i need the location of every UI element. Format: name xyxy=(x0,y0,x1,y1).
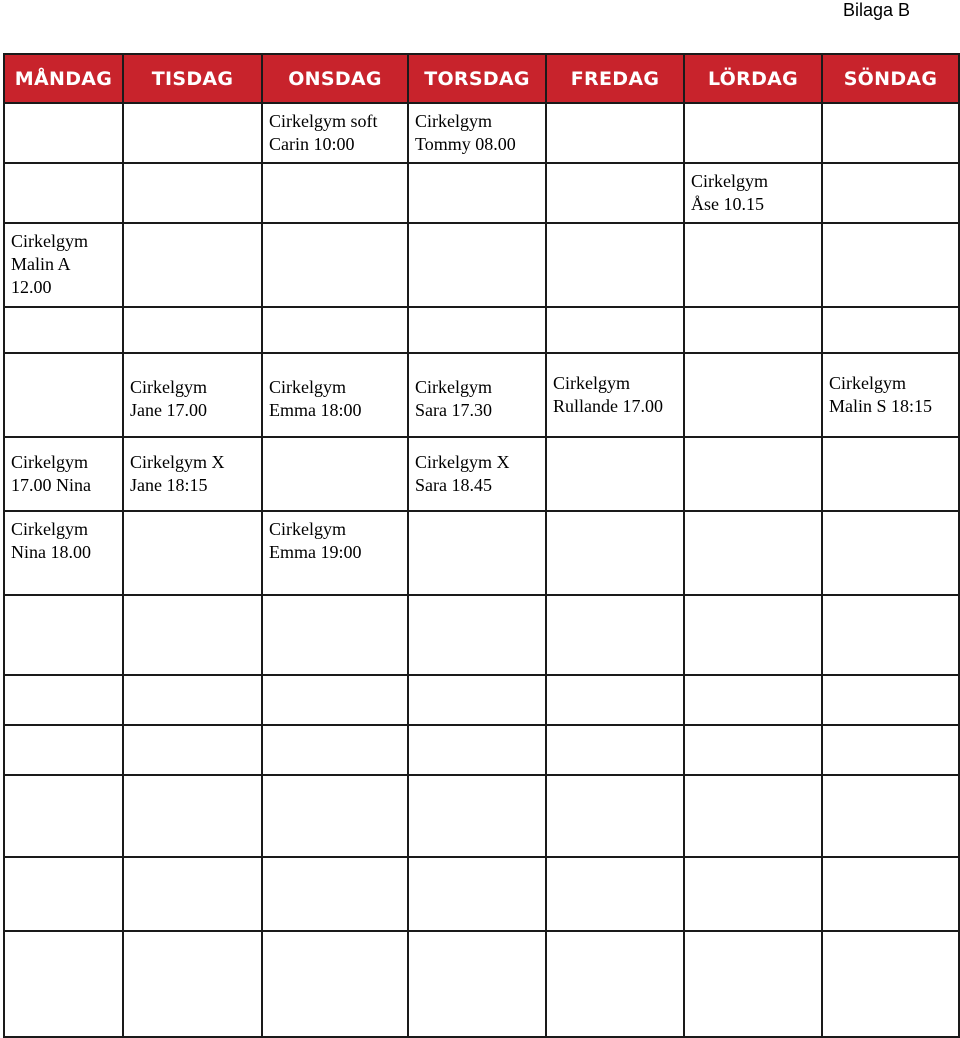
empty-cell xyxy=(262,857,408,931)
empty-cell xyxy=(684,307,822,353)
class-entry-line: Cirkelgym xyxy=(691,171,768,191)
class-entry-line: Sara 18.45 xyxy=(415,475,492,495)
class-entry-line: Åse 10.15 xyxy=(691,194,764,214)
schedule-row xyxy=(4,103,959,163)
empty-cell xyxy=(684,775,822,857)
class-entry-line: Cirkelgym xyxy=(269,519,346,539)
empty-cell xyxy=(546,223,684,307)
empty-cell xyxy=(822,595,959,675)
empty-cell xyxy=(262,163,408,223)
empty-cell xyxy=(684,511,822,595)
day-header-friday: FREDAG xyxy=(546,54,684,103)
empty-cell xyxy=(262,775,408,857)
empty-cell xyxy=(262,931,408,1037)
empty-cell xyxy=(123,511,262,595)
empty-cell xyxy=(123,675,262,725)
class-entry-line: Jane 18:15 xyxy=(130,475,208,495)
empty-cell xyxy=(4,725,123,775)
class-entry-thursday xyxy=(408,103,546,163)
class-entry-line: Cirkelgym xyxy=(553,373,630,393)
schedule-row xyxy=(4,775,959,857)
day-header-tuesday: TISDAG xyxy=(123,54,262,103)
empty-cell xyxy=(546,675,684,725)
class-entry-line: 12.00 xyxy=(11,277,52,297)
schedule-row xyxy=(4,675,959,725)
class-entry-tuesday xyxy=(123,353,262,437)
empty-cell xyxy=(4,103,123,163)
class-entry-line: Malin S 18:15 xyxy=(829,396,933,416)
empty-cell xyxy=(408,675,546,725)
day-header-wednesday: ONSDAG xyxy=(262,54,408,103)
empty-cell xyxy=(408,775,546,857)
empty-cell xyxy=(822,163,959,223)
empty-cell xyxy=(546,857,684,931)
day-header-thursday: TORSDAG xyxy=(408,54,546,103)
class-entry-line: Sara 17.30 xyxy=(415,400,492,420)
empty-cell xyxy=(546,775,684,857)
class-entry-line: Cirkelgym xyxy=(11,452,88,472)
empty-cell xyxy=(822,437,959,511)
empty-cell xyxy=(408,595,546,675)
empty-cell xyxy=(822,103,959,163)
class-entry-thursday xyxy=(408,353,546,437)
empty-cell xyxy=(546,511,684,595)
empty-cell xyxy=(4,931,123,1037)
empty-cell xyxy=(408,511,546,595)
class-entry-friday xyxy=(546,353,684,437)
empty-cell xyxy=(408,725,546,775)
day-header-row xyxy=(4,54,959,103)
empty-cell xyxy=(546,163,684,223)
empty-cell xyxy=(684,931,822,1037)
empty-cell xyxy=(262,437,408,511)
class-entry-saturday xyxy=(684,163,822,223)
empty-cell xyxy=(684,595,822,675)
empty-cell xyxy=(4,775,123,857)
empty-cell xyxy=(408,857,546,931)
empty-cell xyxy=(546,931,684,1037)
empty-cell xyxy=(262,595,408,675)
class-entry-monday xyxy=(4,223,123,307)
empty-cell xyxy=(123,775,262,857)
empty-cell xyxy=(123,163,262,223)
empty-cell xyxy=(822,931,959,1037)
empty-cell xyxy=(822,725,959,775)
schedule-row xyxy=(4,353,959,437)
empty-cell xyxy=(684,857,822,931)
class-entry-monday xyxy=(4,437,123,511)
empty-cell xyxy=(4,163,123,223)
class-entry-wednesday xyxy=(262,511,408,595)
empty-cell xyxy=(408,931,546,1037)
class-entry-line: Nina 18.00 xyxy=(11,542,91,562)
class-entry-monday xyxy=(4,511,123,595)
schedule-row xyxy=(4,307,959,353)
empty-cell xyxy=(123,857,262,931)
empty-cell xyxy=(822,307,959,353)
class-entry-line: Rullande 17.00 xyxy=(553,396,663,416)
empty-cell xyxy=(123,307,262,353)
class-entry-wednesday xyxy=(262,103,408,163)
schedule-row xyxy=(4,437,959,511)
empty-cell xyxy=(822,775,959,857)
class-entry-thursday xyxy=(408,437,546,511)
empty-cell xyxy=(123,223,262,307)
class-entry-line: Cirkelgym X xyxy=(415,452,510,472)
empty-cell xyxy=(4,857,123,931)
empty-cell xyxy=(123,103,262,163)
schedule-body xyxy=(4,103,959,1037)
empty-cell xyxy=(546,103,684,163)
class-entry-line: Emma 19:00 xyxy=(269,542,362,562)
empty-cell xyxy=(546,307,684,353)
empty-cell xyxy=(684,223,822,307)
empty-cell xyxy=(262,307,408,353)
empty-cell xyxy=(408,223,546,307)
class-entry-line: Cirkelgym xyxy=(269,377,346,397)
empty-cell xyxy=(684,725,822,775)
class-entry-line: Cirkelgym xyxy=(11,231,88,251)
empty-cell xyxy=(4,675,123,725)
empty-cell xyxy=(546,595,684,675)
empty-cell xyxy=(546,437,684,511)
empty-cell xyxy=(262,223,408,307)
class-entry-tuesday xyxy=(123,437,262,511)
empty-cell xyxy=(822,675,959,725)
class-entry-line: Emma 18:00 xyxy=(269,400,362,420)
schedule-row xyxy=(4,223,959,307)
empty-cell xyxy=(408,163,546,223)
class-entry-line: Carin 10:00 xyxy=(269,134,355,154)
empty-cell xyxy=(546,725,684,775)
class-entry-sunday xyxy=(822,353,959,437)
class-entry-line: Cirkelgym xyxy=(415,111,492,131)
empty-cell xyxy=(684,437,822,511)
weekly-schedule-table xyxy=(3,53,960,1038)
schedule-row xyxy=(4,931,959,1037)
empty-cell xyxy=(684,675,822,725)
empty-cell xyxy=(123,931,262,1037)
empty-cell xyxy=(123,595,262,675)
empty-cell xyxy=(4,595,123,675)
empty-cell xyxy=(262,725,408,775)
class-entry-line: Cirkelgym xyxy=(415,377,492,397)
appendix-label: Bilaga B xyxy=(842,0,910,20)
class-entry-wednesday xyxy=(262,353,408,437)
schedule-row xyxy=(4,511,959,595)
empty-cell xyxy=(123,725,262,775)
empty-cell xyxy=(684,353,822,437)
class-entry-line: Cirkelgym soft xyxy=(269,111,378,131)
class-entry-line: Jane 17.00 xyxy=(130,400,207,420)
empty-cell xyxy=(4,307,123,353)
class-entry-line: 17.00 Nina xyxy=(11,475,91,495)
class-entry-line: Tommy 08.00 xyxy=(415,134,516,154)
empty-cell xyxy=(262,675,408,725)
class-entry-line: Cirkelgym xyxy=(11,519,88,539)
class-entry-line: Malin A xyxy=(11,254,71,274)
empty-cell xyxy=(408,307,546,353)
empty-cell xyxy=(822,511,959,595)
day-header-saturday: LÖRDAG xyxy=(684,54,822,103)
class-entry-line: Cirkelgym X xyxy=(130,452,225,472)
class-entry-line: Cirkelgym xyxy=(130,377,207,397)
empty-cell xyxy=(822,857,959,931)
schedule-row xyxy=(4,857,959,931)
empty-cell xyxy=(684,103,822,163)
empty-cell xyxy=(822,223,959,307)
day-header-monday: MÅNDAG xyxy=(4,54,123,103)
schedule-row xyxy=(4,595,959,675)
class-entry-line: Cirkelgym xyxy=(829,373,906,393)
empty-cell xyxy=(4,353,123,437)
schedule-row xyxy=(4,163,959,223)
day-header-sunday: SÖNDAG xyxy=(822,54,959,103)
schedule-row xyxy=(4,725,959,775)
